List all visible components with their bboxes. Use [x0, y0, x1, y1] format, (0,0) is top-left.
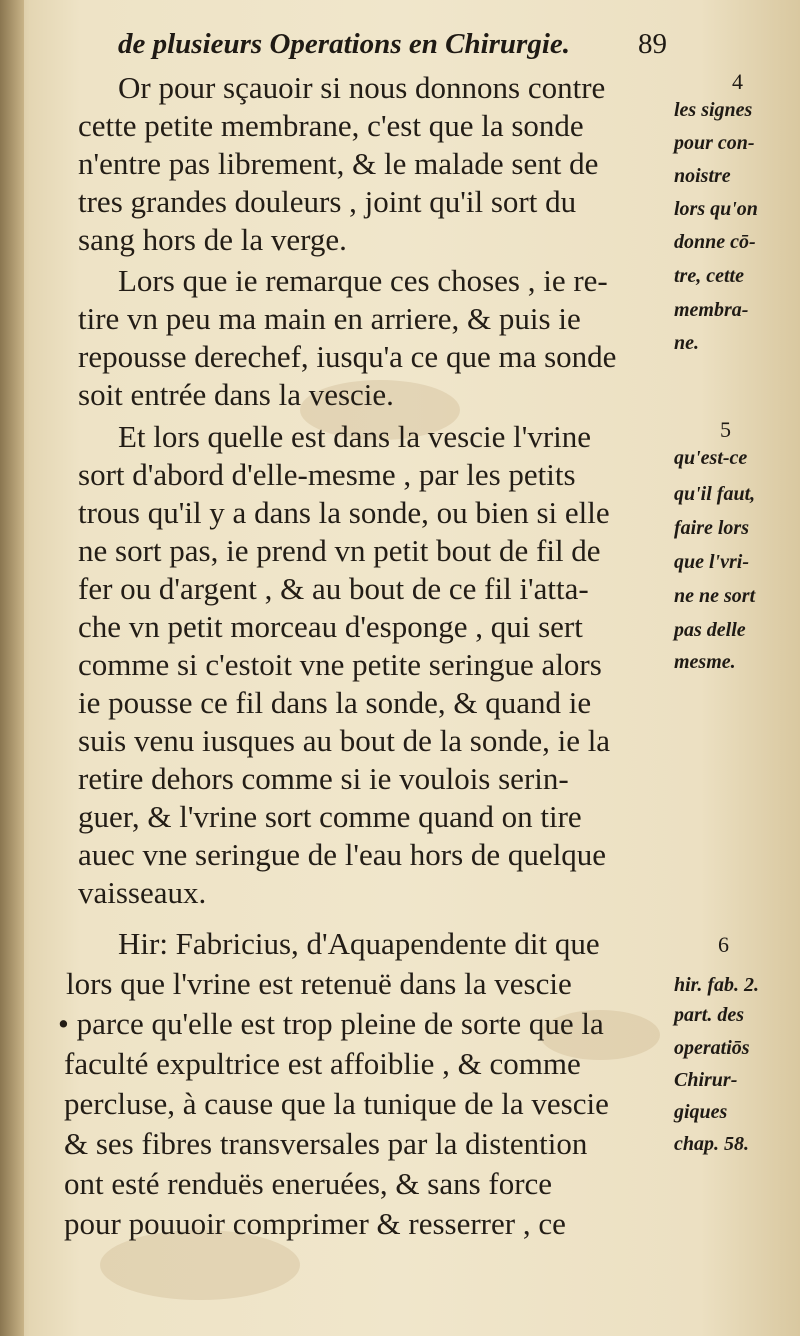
text-line: • parce qu'elle est trop pleine de sorte que la: [58, 1006, 604, 1041]
text-line: lors que l'vrine est retenuë dans la vescie: [66, 966, 572, 1001]
text-line: ne sort pas, ie prend vn petit bout de fil de: [78, 533, 601, 568]
margin-note-line: pas delle: [674, 619, 746, 641]
text-line: ie pousse ce fil dans la sonde, & quand ie: [78, 685, 592, 720]
text-line: percluse, à cause que la tunique de la vescie: [64, 1086, 609, 1121]
text-line: Et lors quelle est dans la vescie l'vrine: [118, 419, 592, 454]
text-line: sang hors de la verge.: [78, 222, 347, 257]
margin-note-line: faire lors: [674, 517, 749, 539]
text-line: comme si c'estoit vne petite seringue alors: [78, 647, 602, 682]
text-line: soit entrée dans la vescie.: [78, 377, 394, 412]
margin-note-line: ne ne sort: [674, 585, 756, 607]
text-line: che vn petit morceau d'esponge , qui sert: [78, 609, 583, 644]
text-line: auec vne seringue de l'eau hors de quelque: [78, 837, 607, 872]
margin-note-line: membra-: [674, 299, 749, 321]
text-line: ont esté renduës eneruées, & sans force: [64, 1166, 553, 1201]
text-line: sort d'abord d'elle-mesme , par les petits: [78, 457, 576, 492]
text-line: retire dehors comme si ie voulois serin-: [78, 761, 569, 796]
page-number: 89: [638, 28, 667, 60]
margin-note-line: noistre: [674, 165, 731, 187]
margin-note-line: part. des: [674, 1004, 744, 1026]
margin-note-line: que l'vri-: [674, 551, 749, 573]
note-number: 5: [720, 417, 731, 442]
text-line: faculté expultrice est affoiblie , & comme: [64, 1046, 581, 1081]
margin-note-line: les signes: [674, 99, 753, 121]
margin-note-line: tre, cette: [674, 265, 744, 287]
text-line: suis venu iusques au bout de la sonde, ie la: [78, 723, 611, 758]
text-line: tire vn peu ma main en arriere, & puis ie: [78, 301, 581, 336]
text-line: Lors que ie remarque ces choses , ie re-: [118, 263, 608, 298]
margin-note-line: donne cō-: [674, 231, 756, 253]
running-header: [118, 28, 678, 61]
running-title: de plusieurs Operations en Chirurgie.: [118, 28, 571, 60]
note-number: 6: [718, 932, 729, 957]
text-line: tres grandes douleurs , joint qu'il sort du: [78, 184, 577, 219]
text-line: Or pour sçauoir si nous donnons contre: [118, 70, 606, 105]
margin-note-line: Chirur-: [674, 1069, 738, 1091]
page-gutter-shadow: [0, 0, 24, 1336]
margin-note-line: lors qu'on: [674, 198, 758, 220]
margin-note-line: pour con-: [674, 132, 755, 154]
text-line: repousse derechef, iusqu'a ce que ma sonde: [78, 339, 617, 374]
text-line: fer ou d'argent , & au bout de ce fil i'atta-: [78, 571, 589, 606]
margin-note-line: chap. 58.: [674, 1133, 749, 1155]
margin-note-line: qu'il faut,: [674, 483, 756, 505]
text-line: n'entre pas librement, & le malade sent de: [78, 146, 599, 181]
text-line: guer, & l'vrine sort comme quand on tire: [78, 799, 582, 834]
margin-note-line: giques: [674, 1101, 728, 1123]
text-line: & ses fibres transversales par la distention: [64, 1126, 588, 1161]
margin-note-line: hir. fab. 2.: [674, 974, 760, 996]
margin-note-line: mesme.: [674, 651, 736, 673]
text-line: Hir: Fabricius, d'Aquapendente dit que: [118, 926, 600, 961]
text-line: trous qu'il y a dans la sonde, ou bien si elle: [78, 495, 610, 530]
margin-note-line: ne.: [674, 332, 699, 354]
margin-note-line: qu'est-ce: [674, 447, 748, 469]
text-line: cette petite membrane, c'est que la sonde: [78, 108, 584, 143]
margin-note-line: operatiōs: [674, 1037, 750, 1059]
text-line: pour pouuoir comprimer & resserrer , ce: [64, 1206, 566, 1241]
text-line: vaisseaux.: [78, 875, 207, 910]
note-number: 4: [732, 69, 743, 94]
